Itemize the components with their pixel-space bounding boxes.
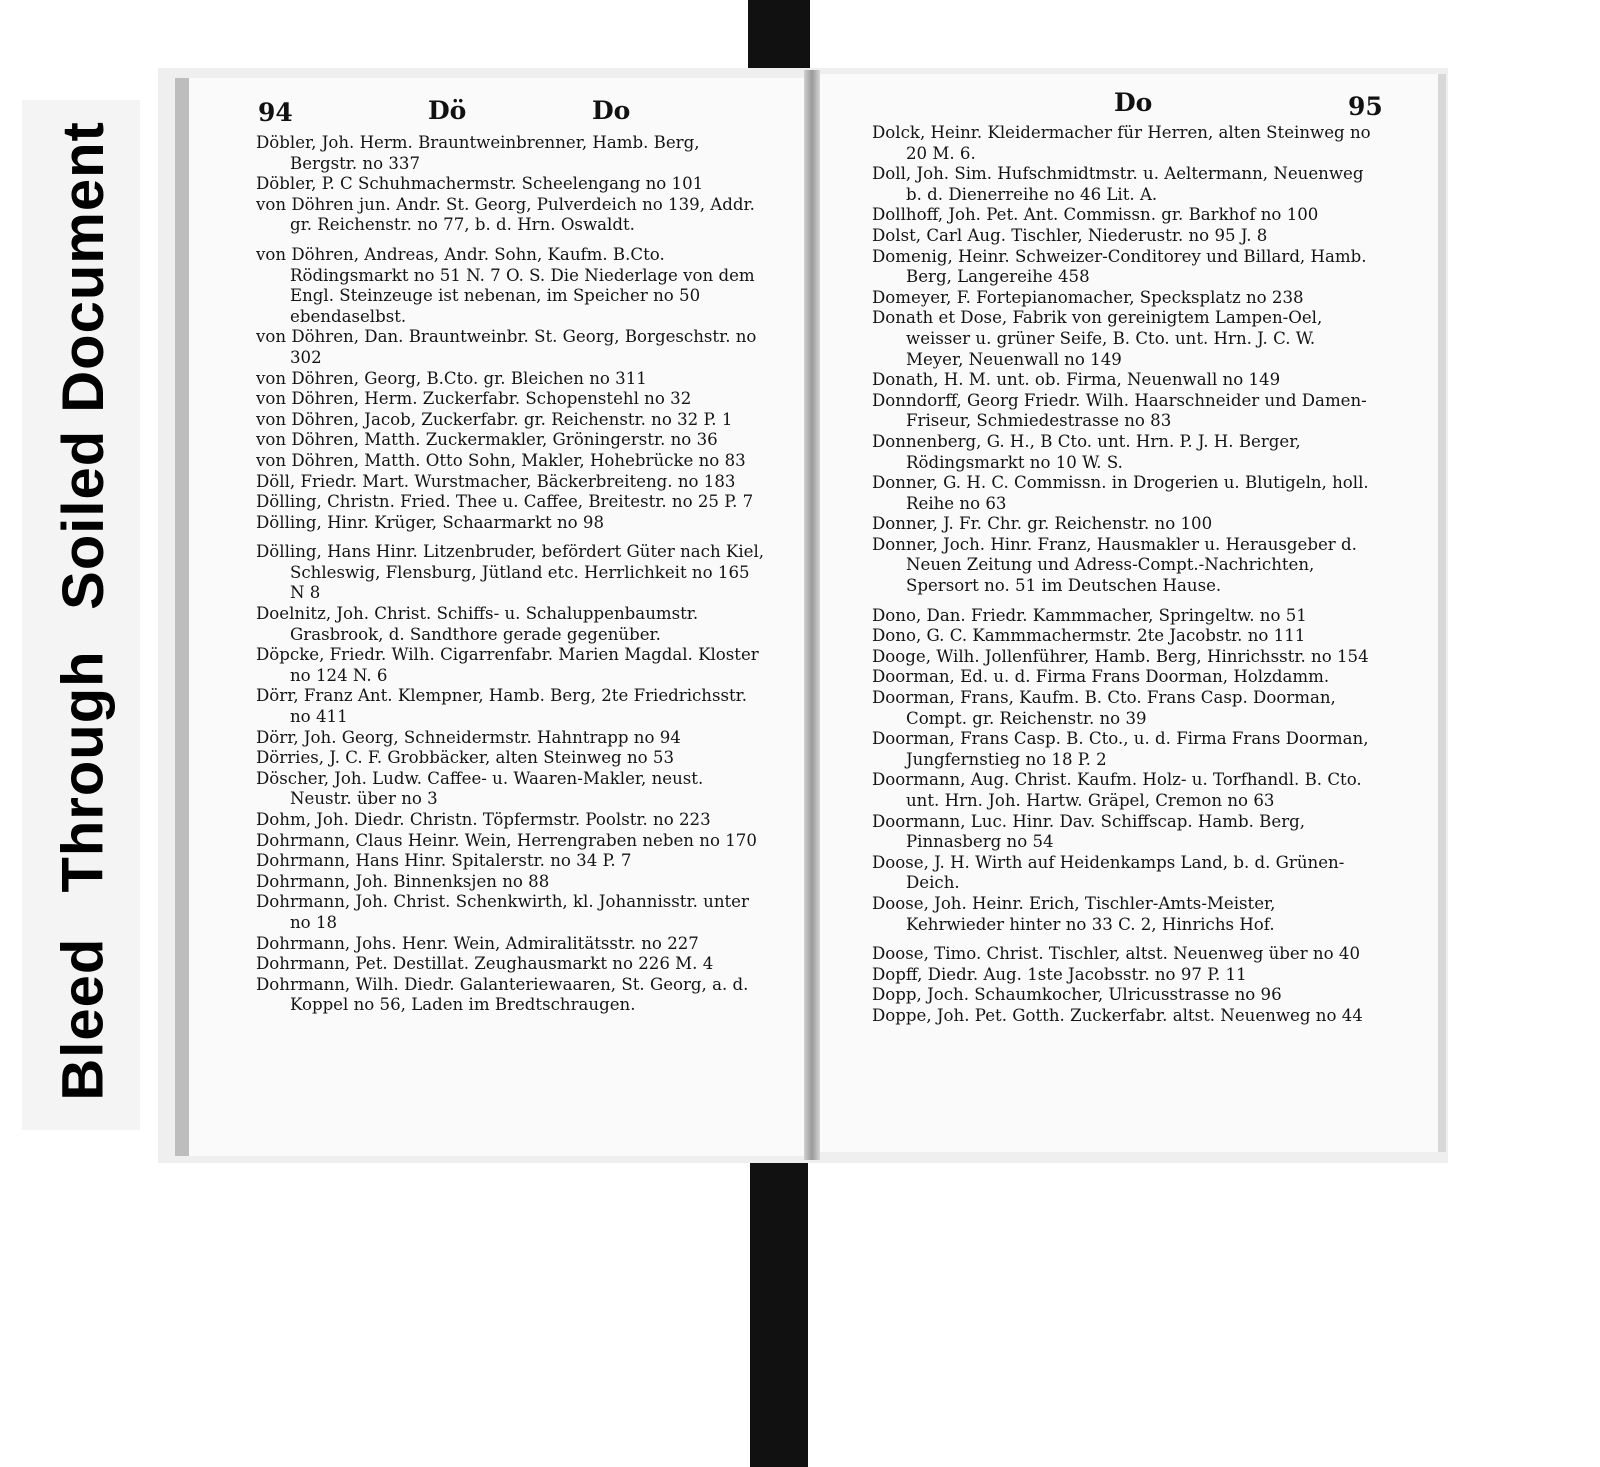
directory-entry: Dolst, Carl Aug. Tischler, Niederustr. no 95 J. 8 [872,225,1268,245]
directory-entry: Dörr, Franz Ant. Klempner, Hamb. Berg, 2te Friedrichsstr. no 411 [256,686,748,727]
directory-entry: Donath, H. M. unt. ob. Firma, Neuenwall no 149 [872,370,1281,390]
directory-entry: Dörries, J. C. F. Grobbäcker, alten Steinweg no 53 [256,748,675,768]
directory-entry: Dörr, Joh. Georg, Schneidermstr. Hahntrapp no 94 [256,727,681,747]
directory-entry: Dölling, Hinr. Krüger, Schaarmarkt no 98 [256,512,605,532]
directory-entry: Doormann, Luc. Hinr. Dav. Schiffscap. Hamb. Berg, Pinnasberg no 54 [872,811,1306,852]
directory-entry: Dohm, Joh. Diedr. Christn. Töpfermstr. Poolstr. no 223 [256,810,711,829]
directory-entry: von Döhren, Dan. Brauntweinbr. St. Georg, Borgeschstr. no 302 [256,327,757,367]
directory-entry: Doormann, Aug. Christ. Kaufm. Holz- u. Torfhandl. B. Cto. unt. Hrn. Joh. Hartw. Gräpel, Cremon no 63 [872,770,1362,810]
directory-entry: Doose, Timo. Christ. Tischler, altst. Neuenweg über no 40 [872,944,1360,964]
directory-entry: Döpcke, Friedr. Wilh. Cigarrenfabr. Marien Magdal. Kloster no 124 N. 6 [256,645,759,685]
directory-entry: Dohrmann, Joh. Christ. Schenkwirth, kl. Johannisstr. unter no 18 [256,892,749,932]
directory-entry: Dohrmann, Johs. Henr. Wein, Admiralitätsstr. no 227 [256,933,699,953]
directory-entry: Dölling, Hans Hinr. Litzenbruder, befördert Güter nach Kiel, Schleswig, Flensburg, Jütland etc. Herrlichkeit no 165 N 8 [256,542,765,603]
directory-entry: Dölling, Christn. Fried. Thee u. Caffee, Breitestr. no 25 P. 7 [256,492,754,512]
soiled-document-label [38,110,128,620]
directory-entry: Doelnitz, Joh. Christ. Schiffs- u. Schaluppenbaumstr. Grasbrook, d. Sandthore gerade gegenüber. [256,604,699,644]
directory-entry: von Döhren, Matth. Zuckermakler, Gröningerstr. no 36 [256,430,718,450]
directory-entry: Dohrmann, Wilh. Diedr. Galanteriewaaren, St. Georg, a. d. Koppel no 56, Laden im Bredtschraugen. [256,974,749,1015]
directory-entry: Donner, G. H. C. Commissn. in Drogerien u. Blutigeln, holl. Reihe no 63 [872,473,1369,513]
directory-entry: Dohrmann, Hans Hinr. Spitalerstr. no 34 P. 7 [256,851,632,871]
directory-entry: Doose, J. H. Wirth auf Heidenkamps Land, b. d. Grünen-Deich. [872,852,1345,893]
directory-entry: Dooge, Wilh. Jollenführer, Hamb. Berg, Hinrichsstr. no 154 [872,646,1369,666]
directory-entry: von Döhren, Georg, B.Cto. gr. Bleichen no 311 [256,368,647,388]
left-running-head-2: Do [592,96,631,125]
directory-entry: Dollhoff, Joh. Pet. Ant. Commissn. gr. Barkhof no 100 [872,205,1319,225]
left-page-number: 94 [258,98,293,127]
right-page-number: 95 [1348,92,1383,121]
directory-entry: Döbler, Joh. Herm. Brauntweinbrenner, Hamb. Berg, Bergstr. no 337 [256,133,700,173]
directory-entry: Döll, Friedr. Mart. Wurstmacher, Bäckerbreiteng. no 183 [256,471,736,491]
directory-entry: Doorman, Frans Casp. B. Cto., u. d. Firma Frans Doorman, Jungfernstieg no 18 P. 2 [872,729,1369,769]
directory-entry: von Döhren, Andreas, Andr. Sohn, Kaufm. B.Cto. Rödingsmarkt no 51 N. 7 O. S. Die Niederlage von dem Engl. Steinzeuge ist nebenan, im Speicher no 50 ebendaselbst. [256,244,755,326]
binding-strip-bottom [750,1160,808,1467]
directory-entry: Doppe, Joh. Pet. Gotth. Zuckerfabr. altst. Neuenweg no 44 [872,1005,1363,1025]
directory-entry: von Döhren, Herm. Zuckerfabr. Schopenstehl no 32 [256,389,692,409]
directory-entry: von Döhren, Jacob, Zuckerfabr. gr. Reichenstr. no 32 P. 1 [256,409,733,429]
bleed-through-label [38,640,128,1110]
directory-entry: Dohrmann, Pet. Destillat. Zeughausmarkt no 226 M. 4 [256,954,714,974]
soiled-document-text: Soiled Document [50,120,116,610]
binding-strip-top [748,0,810,75]
directory-entry: von Döhren, Matth. Otto Sohn, Makler, Hohebrücke no 83 [256,450,746,470]
directory-entry: Doorman, Ed. u. d. Firma Frans Doorman, Holzdamm. [872,667,1330,687]
directory-entry: Doll, Joh. Sim. Hufschmidtmstr. u. Aeltermann, Neuenweg b. d. Dienerreihe no 46 Lit. A. [872,164,1364,204]
directory-entry: Doorman, Frans, Kaufm. B. Cto. Frans Casp. Doorman, Compt. gr. Reichenstr. no 39 [872,688,1336,728]
directory-entry: Dopp, Joch. Schaumkocher, Ulricusstrasse no 96 [872,985,1282,1005]
directory-entry: Donath et Dose, Fabrik von gereinigtem Lampen-Oel, weisser u. grüner Seife, B. Cto. unt. Hrn. J. C. W. Meyer, Neuenwall no 149 [872,308,1323,369]
directory-entry: von Döhren jun. Andr. St. Georg, Pulverdeich no 139, Addr. gr. Reichenstr. no 77, b. d. Hrn. Oswaldt. [256,194,755,235]
directory-entry: Domenig, Heinr. Schweizer-Conditorey und Billard, Hamb. Berg, Langereihe 458 [872,246,1367,287]
bleed-through-text: Bleed Through [50,649,116,1101]
directory-entry: Dopff, Diedr. Aug. 1ste Jacobsstr. no 97 P. 11 [872,964,1247,984]
directory-entry: Dolck, Heinr. Kleidermacher für Herren, alten Steinweg no 20 M. 6. [872,123,1371,163]
directory-entry: Dono, Dan. Friedr. Kammmacher, Springeltw. no 51 [872,605,1307,625]
directory-entry: Döbler, P. C Schuhmachermstr. Scheelengang no 101 [256,174,704,194]
directory-entry: Dono, G. C. Kammmachermstr. 2te Jacobstr. no 111 [872,626,1306,646]
directory-entry: Dohrmann, Claus Heinr. Wein, Herrengraben neben no 170 [256,830,757,850]
left-running-head-1: Dö [428,96,467,125]
right-directory-list [872,123,1377,1027]
directory-entry: Doose, Joh. Heinr. Erich, Tischler-Amts-Meister, Kehrwieder hinter no 33 C. 2, Hinrichs Hof. [872,893,1276,934]
directory-entry: Dohrmann, Joh. Binnenksjen no 88 [256,871,550,891]
directory-entry: Donner, J. Fr. Chr. gr. Reichenstr. no 100 [872,514,1213,534]
directory-entry: Donndorff, Georg Friedr. Wilh. Haarschneider und Damen-Friseur, Schmiedestrasse no 83 [872,390,1367,431]
left-directory-list [256,133,766,1016]
directory-entry: Donnenberg, G. H., B Cto. unt. Hrn. P. J. H. Berger, Rödingsmarkt no 10 W. S. [872,431,1301,472]
directory-entry: Domeyer, F. Fortepianomacher, Specksplatz no 238 [872,287,1304,307]
book-gutter [804,70,820,1160]
directory-entry: Döscher, Joh. Ludw. Caffee- u. Waaren-Makler, neust. Neustr. über no 3 [256,768,704,809]
right-running-head: Do [1114,88,1153,117]
directory-entry: Donner, Joch. Hinr. Franz, Hausmakler u. Herausgeber d. Neuen Zeitung und Adress-Compt.-Nachrichten, Spersort no. 51 im Deutschen Hause. [872,534,1357,596]
